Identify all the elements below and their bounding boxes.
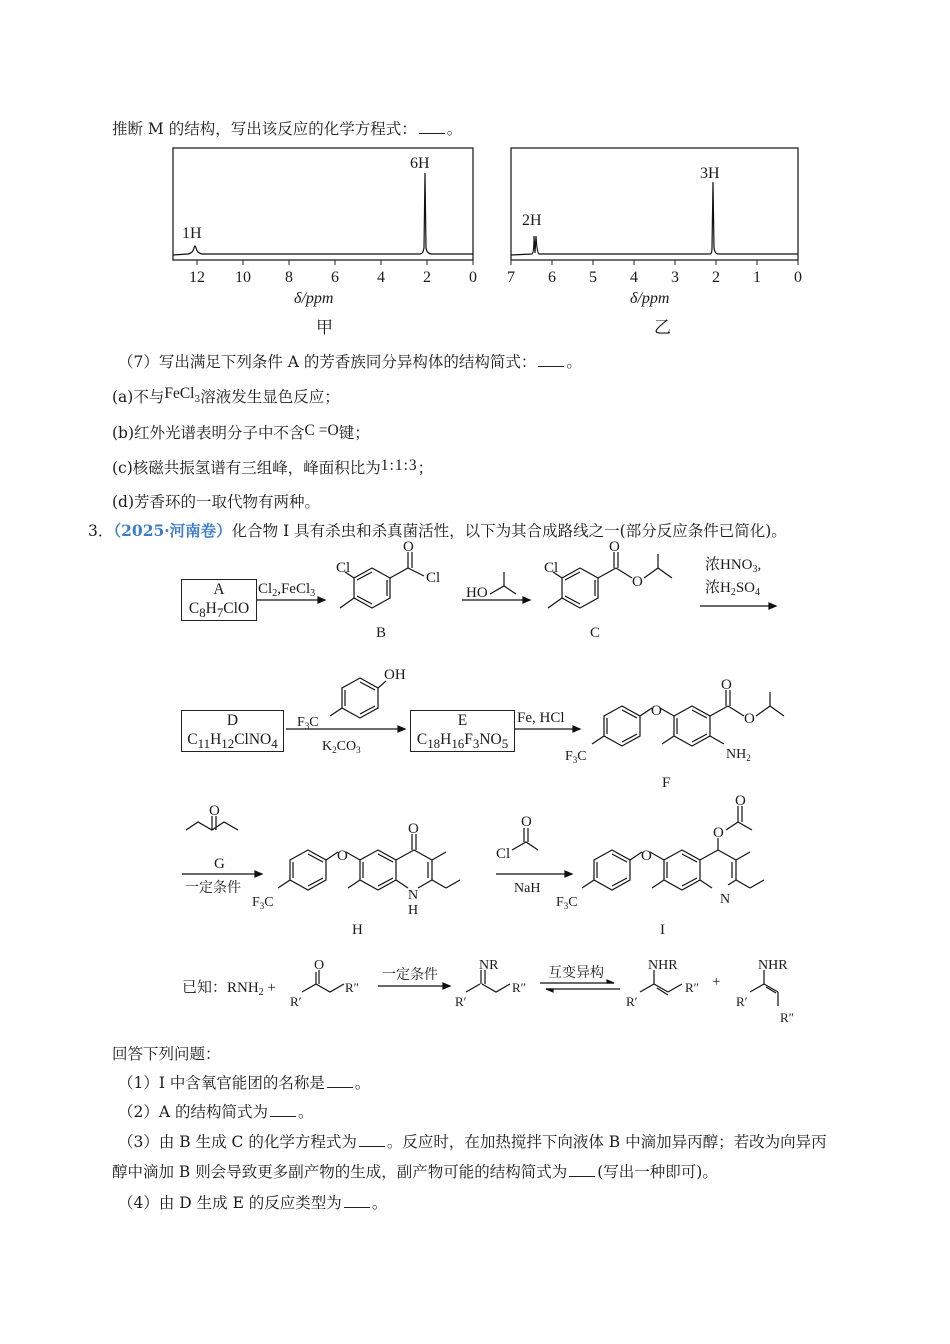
peak-label-1h: 1H — [182, 225, 202, 242]
svg-text:F3C: $F_3C$ — [565, 749, 587, 765]
question-3-3-line2-text: 醇中滴加 B 则会导致更多副产物的生成，副产物可能的结构简式为 — [112, 1163, 568, 1181]
nmr-right-tick-label: 4 — [630, 269, 638, 286]
svg-text:N: N — [408, 888, 419, 903]
svg-text:Cl2,FeCl3: $Cl_2,FeCl_3$ — [258, 581, 316, 599]
top-question-line — [112, 117, 462, 139]
svg-text:O: O — [632, 574, 643, 590]
compound-d-formula: $C_{11}H_{12}ClNO_4$ — [187, 731, 278, 752]
svg-text:OH: OH — [384, 667, 406, 683]
answer-blank — [344, 1195, 370, 1208]
compound-d-name: D — [226, 712, 239, 729]
svg-text:F3C: $F_3C$ — [252, 895, 274, 911]
question-7-text: （7）写出满足下列条件 A 的芳香族同分异构体的结构简式： — [118, 353, 537, 371]
compound-c-structure — [548, 552, 672, 608]
question-3-header — [88, 519, 787, 541]
svg-text:O: O — [713, 825, 724, 841]
question-3-3-mid: 。反应时，在加热搅拌下向液体 B 中滴加异丙醇；若改为向异丙 — [386, 1133, 827, 1151]
label-i: I — [660, 922, 665, 938]
svg-text:NH2: $NH_2$ — [726, 747, 751, 763]
nmr-right-frame — [511, 148, 798, 260]
answer-blank — [359, 1134, 385, 1147]
answer-blank — [419, 121, 445, 134]
peak-ratio: 1:1:3 — [380, 457, 418, 474]
nmr-left-tick-label: 2 — [423, 269, 431, 286]
svg-text:Cl: Cl — [426, 570, 441, 586]
peak-label-2h: 2H — [522, 212, 542, 229]
reagent-fe-hcl: Fe, HCl — [517, 710, 565, 726]
condition-a-post: 溶液发生显色反应； — [200, 388, 340, 406]
compound-b-structure — [340, 552, 424, 608]
synthesis-scheme — [0, 540, 950, 1040]
compound-e-formula: $C_{18}H_{16}F_3NO_5$ — [416, 731, 509, 752]
punct: 。 — [354, 1074, 371, 1092]
svg-text:O: O — [209, 803, 220, 819]
question-3-text: 化合物 I 具有杀虫和杀真菌活性，以下为其合成路线之一(部分反应条件已简化)。 — [231, 522, 787, 540]
label-f: F — [662, 775, 671, 791]
nmr-right-tick-label: 0 — [794, 269, 802, 286]
svg-text:Cl: Cl — [544, 560, 559, 576]
punct: 。 — [566, 353, 582, 371]
svg-text:R′: R′ — [626, 994, 638, 1009]
svg-text:Cl: Cl — [496, 846, 511, 862]
label-b: B — [376, 625, 387, 641]
question-3-number: 3． — [88, 522, 114, 540]
peak-label-6h: 6H — [410, 155, 430, 172]
condition-a — [112, 385, 340, 409]
punct: 。 — [297, 1103, 314, 1121]
compound-h-structure — [278, 834, 460, 890]
question-3-2-text: （2）A 的结构简式为 — [118, 1103, 268, 1121]
compound-a-name: A — [213, 581, 225, 598]
nmr-right-caption: 乙 — [654, 318, 671, 337]
question-3-4-text: （4）由 D 生成 E 的反应类型为 — [118, 1194, 342, 1212]
svg-text:O: O — [521, 814, 532, 830]
nmr-right-tick-label: 2 — [712, 269, 720, 286]
nmr-left-axis-label: δ/ppm — [294, 290, 334, 307]
condition-b-post: 键； — [338, 424, 370, 442]
svg-text:NR: NR — [479, 958, 499, 973]
condition-c-pre: (c)核磁共振氢谱有三组峰，峰面积比为 — [112, 459, 381, 477]
svg-text:O: O — [609, 540, 620, 555]
fecl3-formula: FeCl — [164, 385, 195, 402]
answer-blank — [270, 1104, 296, 1117]
svg-text:浓H2SO4: 浓$H_2SO_4$ — [705, 580, 761, 598]
svg-text:O: O — [721, 677, 732, 693]
condition-generic: 一定条件 — [185, 881, 241, 896]
nmr-right-tick-label: 1 — [753, 269, 761, 286]
question-7 — [118, 350, 582, 372]
label-c: C — [590, 625, 601, 641]
svg-text:已知：RNH2 +: 已知：$RNH_2$ + — [182, 980, 276, 998]
nmr-right-tick-label: 5 — [589, 269, 597, 286]
nmr-right-trace — [511, 182, 798, 255]
co-bond: C =O — [304, 422, 339, 439]
label-g: G — [214, 856, 225, 872]
answer-blank — [538, 354, 564, 367]
answer-blank — [569, 1164, 595, 1177]
svg-text:浓HNO3,: 浓$HNO_3$, — [705, 557, 762, 575]
svg-text:+: + — [712, 974, 721, 990]
compound-i-structure — [582, 806, 764, 890]
svg-text:F3C: $F_3C$ — [556, 895, 578, 911]
svg-text:O: O — [744, 711, 755, 727]
svg-text:R″: R″ — [780, 1010, 795, 1025]
svg-text:O: O — [337, 848, 348, 864]
svg-text:N: N — [720, 892, 731, 907]
nmr-left-tick-label: 10 — [235, 269, 251, 286]
nmr-right-tick-label: 6 — [548, 269, 556, 286]
svg-text:R′: R′ — [455, 994, 467, 1009]
question-3-1-text: （1）I 中含氧官能团的名称是 — [118, 1074, 325, 1092]
nmr-left-tick-label: 8 — [285, 269, 293, 286]
nmr-right-ticks — [507, 260, 802, 286]
label-h: H — [352, 922, 363, 938]
condition-c — [112, 456, 433, 478]
phenol-reagent — [330, 678, 386, 718]
question-3-1 — [118, 1071, 370, 1093]
svg-text:O: O — [408, 821, 419, 837]
nmr-left-tick-label: 6 — [331, 269, 339, 286]
answer-blank — [327, 1075, 353, 1088]
compound-e-name: E — [457, 712, 468, 729]
condition-b — [112, 421, 370, 443]
answer-intro: 回答下列问题： — [112, 1045, 221, 1063]
nmr-left-ticks — [189, 260, 477, 286]
reagent-nah: NaH — [514, 881, 541, 896]
top-question-text: 推断 M 的结构，写出该反应的化学方程式： — [112, 120, 417, 138]
tautomer-label: 互变异构 — [548, 966, 604, 981]
fecl3-subscript: 3 — [194, 395, 201, 406]
svg-text:F3C: $F_3C$ — [297, 715, 319, 731]
question-3-3-text: （3）由 B 生成 C 的化学方程式为 — [118, 1133, 357, 1151]
compound-f-structure — [592, 690, 784, 746]
svg-text:R″: R″ — [512, 980, 527, 995]
condition-a-pre: (a)不与 — [112, 388, 165, 406]
nmr-left-trace — [173, 173, 473, 255]
svg-text:R′: R′ — [736, 994, 748, 1009]
nmr-left-tick-label: 4 — [377, 269, 385, 286]
svg-text:K2CO3: $K_2CO_3$ — [322, 739, 361, 755]
nmr-right-tick-label: 3 — [671, 269, 679, 286]
svg-text:O: O — [735, 793, 746, 809]
svg-text:O: O — [314, 958, 325, 973]
condition-b-pre: (b)红外光谱表明分子中不含 — [112, 424, 305, 442]
svg-text:NHR: NHR — [758, 958, 788, 973]
punct: 。 — [371, 1194, 388, 1212]
question-3-3 — [118, 1130, 827, 1152]
svg-text:NHR: NHR — [648, 958, 678, 973]
nmr-spectra — [160, 140, 820, 340]
question-3-4 — [118, 1191, 387, 1213]
punct: 。 — [446, 120, 463, 138]
question-3-3-line2 — [112, 1160, 718, 1182]
nmr-left-caption: 甲 — [316, 318, 333, 337]
nmr-left-tick-label: 12 — [189, 269, 205, 286]
question-3-3-end: (写出一种即可)。 — [597, 1163, 718, 1181]
condition-d: (d)芳香环的一取代物有两种。 — [112, 493, 321, 511]
svg-text:R″: R″ — [345, 980, 360, 995]
svg-text:R″: R″ — [685, 980, 700, 995]
condition-generic-2: 一定条件 — [382, 968, 438, 983]
nmr-left-tick-label: 0 — [469, 269, 477, 286]
svg-text:HO: HO — [466, 585, 488, 601]
nmr-right-tick-label: 7 — [507, 269, 515, 286]
nmr-right-axis-label: δ/ppm — [630, 290, 670, 307]
question-3-2 — [118, 1100, 314, 1122]
question-source: （2025·河南卷） — [113, 521, 232, 540]
svg-text:Cl: Cl — [336, 560, 351, 576]
svg-text:R′: R′ — [290, 994, 302, 1009]
condition-c-post: ； — [417, 459, 434, 477]
svg-text:O: O — [403, 540, 414, 555]
peak-label-3h: 3H — [700, 165, 720, 182]
svg-text:H: H — [408, 903, 419, 918]
svg-text:O: O — [641, 848, 652, 864]
compound-a-formula: $C_8H_7ClO$ — [188, 600, 250, 621]
svg-text:O: O — [651, 703, 662, 719]
